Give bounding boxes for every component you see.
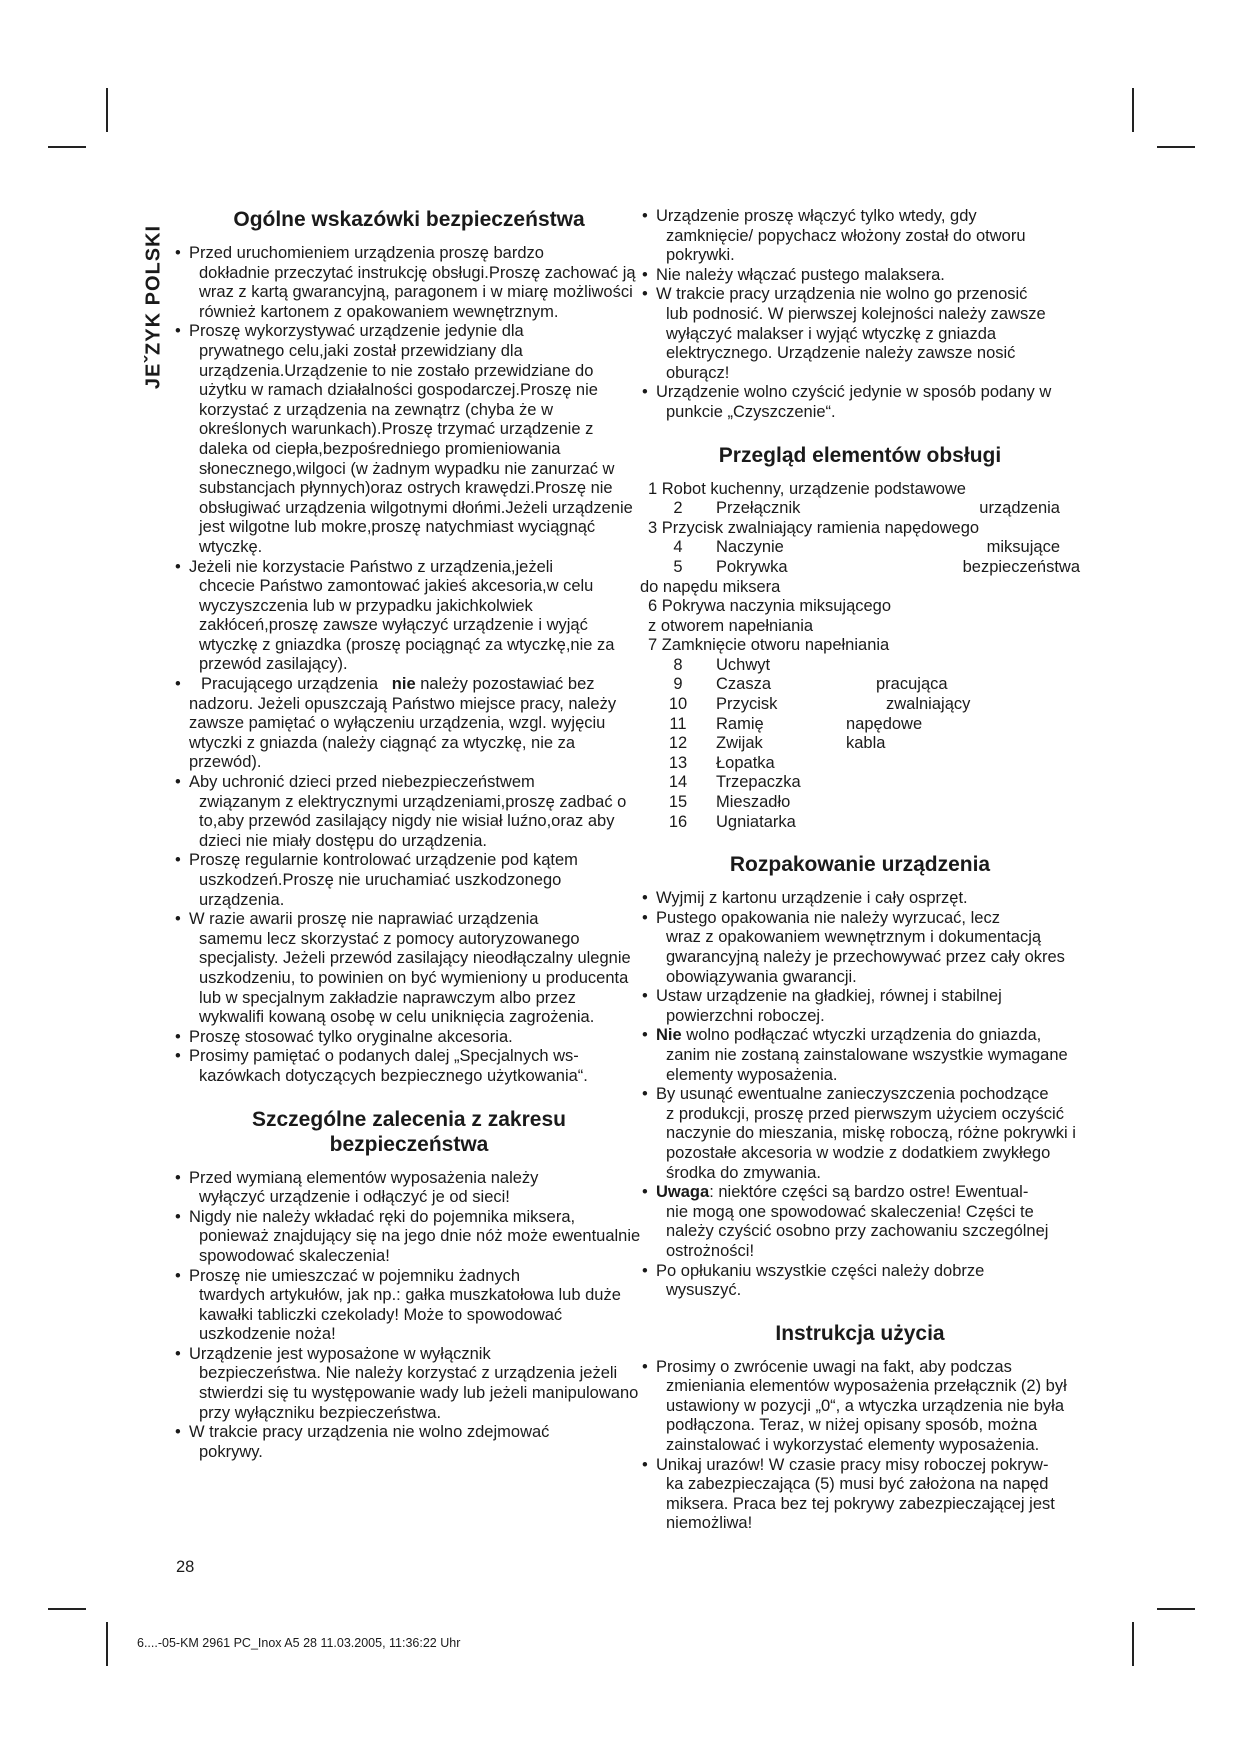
list-item: • By usunąć ewentualne zanieczyszczenia pochodzące z produkcji, proszę przed pierwszym użyciem oczyścić naczynie do mieszania, miskę roboczą, różne pokrywki i pozostałe akcesoria w wodzie z dodatkiem zwykłego środka do zmywania. [640, 1085, 1080, 1183]
parts-row: 10 Przycisk zwalniający [668, 695, 971, 714]
parts-row: 8 Uchwyt [673, 655, 771, 674]
list-item: • Proszę nie umieszczać w pojemniku żadnych twardych artykułów, jak np.: gałka muszkatołowa lub duże kawałki tabliczki czekolady! Może to spowodować uszkodzenie noża! [173, 1267, 645, 1345]
overview-title: Przegląd elementów obsługi [718, 443, 1002, 467]
list-item: • Przed wymianą elementów wyposażenia należy wyłączyć urządzenie i odłączyć je od sieci! [173, 1169, 645, 1208]
left-column [173, 207, 645, 1462]
list-item: • W trakcie pracy urządzenia nie wolno zdejmować pokrywy. [173, 1423, 645, 1462]
parts-line: do napędu miksera [640, 577, 781, 596]
parts-row: 14 Trzepaczka [668, 773, 801, 792]
crop-mark [1132, 88, 1134, 132]
list-item: • Prosimy o zwrócenie uwagi na fakt, aby podczas zmieniania elementów wyposażenia przełącznik (2) był ustawiony w pozycji „0“, a wtyczka urządzenia nie była podłączona. Teraz, w niżej opisany sposób, można zainstalować i wykorzystać elementy wyposażenia. [640, 1358, 1080, 1456]
parts-row: 9 Czasza pracująca [673, 675, 948, 694]
list-item: • Przed uruchomieniem urządzenia proszę bardzo dokładnie przeczytać instrukcję obsługi.Proszę zachować ją wraz z kartą gwarancyjną, paragonem i w miarę możliwości również kartonem z opakowaniem wewnętrznym. [173, 244, 645, 322]
parts-line: 6 Pokrywa naczynia miksującego [648, 597, 892, 616]
crop-mark [1132, 1622, 1134, 1666]
crop-mark [1157, 146, 1195, 148]
list-item: • Nigdy nie należy wkładać ręki do pojemnika miksera, ponieważ znajdujący się na jego dnie nóż może ewentualnie spowodować skaleczenia! [173, 1208, 645, 1267]
list-item: • Po opłukaniu wszystkie części należy dobrze wysuszyć. [640, 1262, 1080, 1301]
general-safety-title: Ogólne wskazówki bezpieczeństwa [233, 208, 585, 231]
list-item: • Proszę regularnie kontrolować urządzenie pod kątem uszkodzeń.Proszę nie uruchamiać uszkodzonego urządzenia. [173, 851, 645, 910]
special-safety-title: Szczególne zalecenia z zakresu bezpieczeństwa [252, 1107, 566, 1156]
parts-row: 11 Ramię napędowe [669, 714, 923, 733]
list-item: • W razie awarii proszę nie naprawiać urządzenia samemu lecz skorzystać z pomocy autoryzowanego specjalisty. Jeżeli przewód zasilający nieodłączalny ulegnie uszkodzeniu, to powinien on być wymieniony u producenta lub w specjalnym zakładzie naprawczym albo przez wykwalifi kowaną osobę w celu uniknięcia zagrożenia. [173, 910, 645, 1028]
list-item: • Pracującego urządzenia nie należy pozostawiać bez nadzoru. Jeżeli opuszczają Państwo miejsce pracy, należy zawsze pamiętać o wyłączeniu urządzenia, wzgl. wyjęciu wtyczki z gniazda (należy ciągnąć za wtyczkę, nie za przewód). [173, 675, 645, 773]
list-item: • Urządzenie wolno czyścić jedynie w sposób podany w punkcie „Czyszczenie“. [640, 383, 1080, 422]
crop-mark [106, 88, 108, 132]
list-item: • Aby uchronić dzieci przed niebezpieczeństwem związanym z elektrycznymi urządzeniami,proszę zadbać o to,aby przewód zasilający nigdy nie wisiał luźno,oraz aby dzieci nie miały dostępu do urządzenia. [173, 773, 645, 851]
list-item: • Ustaw urządzenie na gładkiej, równej i stabilnej powierzchni roboczej. [640, 987, 1080, 1026]
list-item: • Uwaga: niektóre części są bardzo ostre! Ewentual- nie mogą one spowodować skaleczenia! Części te należy czyścić osobno przy zachowaniu szczególnej ostrożności! [640, 1183, 1080, 1261]
list-item: • Prosimy pamiętać o podanych dalej „Specjalnych ws- kazówkach dotyczących bezpiecznego użytkowania“. [173, 1047, 645, 1086]
list-item: • Proszę wykorzystywać urządzenie jedynie dla prywatnego celu,jaki został przewidziany dla urządzenia.Urządzenie to nie zostało przewidziane do użytku w ramach działalności gospodarczej.Proszę nie korzystać z urządzenia na zewnątrz (chyba że w określonych warunkach).Proszę trzymać urządzenie z daleka od ciepła,bezpośredniego promieniowania słonecznego,wilgoci (w żadnym wypadku nie zanurzać w substancjach płynnych)oraz ostrych krawędzi.Proszę nie obsługiwać urządzenia wilgotnymi dłońmi.Jeżeli urządzenie jest wilgotne lub mokre,proszę natychmiast wyciągnąć wtyczkę. [173, 322, 645, 557]
parts-row: 13 Łopatka [668, 753, 775, 772]
list-item: • Nie należy włączać pustego malaksera. [640, 266, 1080, 286]
list-item: • Jeżeli nie korzystacie Państwo z urządzenia,jeżeli chcecie Państwo zamontować jakieś akcesoria,w celu wyczyszczenia lub w przypadku jakichkolwiek zakłóceń,proszę zawsze wyłączyć urządzenie i wyjąć wtyczkę z gniazdka (proszę pociągnąć za wtyczkę,nie za przewód zasilający). [173, 558, 645, 676]
parts-list [640, 480, 1080, 833]
parts-row: 5 Pokrywka bezpieczeństwa [673, 557, 1080, 576]
right-column [640, 207, 1080, 1534]
crop-mark [48, 146, 86, 148]
list-item: • W trakcie pracy urządzenia nie wolno go przenosić lub podnosić. W pierwszej kolejności należy zawsze wyłączyć malakser i wyjąć wtyczkę z gniazda elektrycznego. Urządzenie należy zawsze nosić oburącz! [640, 285, 1080, 383]
usage-title: Instrukcja użycia [775, 1321, 945, 1345]
unpacking-title: Rozpakowanie urządzenia [729, 853, 991, 877]
list-item: • Nie wolno podłączać wtyczki urządzenia do gniazda, zanim nie zostaną zainstalowane wszystkie wymagane elementy wyposażenia. [640, 1026, 1080, 1085]
parts-line: 3 Przycisk zwalniający ramienia napędowego [648, 518, 980, 537]
print-footer: 6....-05-KM 2961 PC_Inox A5 28 11.03.2005, 11:36:22 Uhr [137, 1636, 461, 1650]
page-number: 28 [176, 1558, 195, 1576]
list-item: • Unikaj urazów! W czasie pracy misy roboczej pokryw- ka zabezpieczająca (5) musi być założona na napęd miksera. Praca bez tej pokrywy zabezpieczającej jest niemożliwa! [640, 1456, 1080, 1534]
parts-row: 4 Naczynie miksujące [673, 538, 1060, 557]
crop-mark [1157, 1608, 1195, 1610]
language-tab-label: JEˇZYK POLSKI [142, 224, 165, 390]
parts-row: 12 Zwijak kabla [668, 734, 886, 753]
parts-line: 1 Robot kuchenny, urządzenie podstawowe [648, 479, 966, 498]
language-tab [137, 214, 171, 400]
usage-list [640, 1358, 1080, 1534]
crop-mark [48, 1608, 86, 1610]
general-safety-list [173, 244, 645, 1087]
parts-row: 16 Ugniatarka [668, 812, 796, 831]
parts-row: 15 Mieszadło [668, 793, 791, 812]
list-item: • Proszę stosować tylko oryginalne akcesoria. [173, 1028, 645, 1048]
parts-line: 7 Zamknięcie otworu napełniania [648, 636, 890, 655]
special-safety-list [173, 1169, 645, 1463]
list-item: • Pustego opakowania nie należy wyrzucać, lecz wraz z opakowaniem wewnętrznym i dokumentacją gwarancyjną należy je przechowywać przez cały okres obowiązywania gwarancji. [640, 909, 1080, 987]
list-item: • Urządzenie proszę włączyć tylko wtedy, gdy zamknięcie/ popychacz włożony został do otworu pokrywki. [640, 207, 1080, 266]
special-safety-list-continued [640, 207, 1080, 423]
list-item: • Urządzenie jest wyposażone w wyłącznik bezpieczeństwa. Nie należy korzystać z urządzenia jeżeli stwierdzi się tu występowanie wady lub jeżeli manipulowano przy wyłączniku bezpieczeństwa. [173, 1345, 645, 1423]
list-item: • Wyjmij z kartonu urządzenie i cały osprzęt. [640, 889, 1080, 909]
unpacking-list [640, 889, 1080, 1300]
parts-row: 2 Przełącznik urządzenia [673, 499, 1060, 518]
parts-line: z otworem napełniania [648, 616, 814, 635]
crop-mark [106, 1622, 108, 1666]
